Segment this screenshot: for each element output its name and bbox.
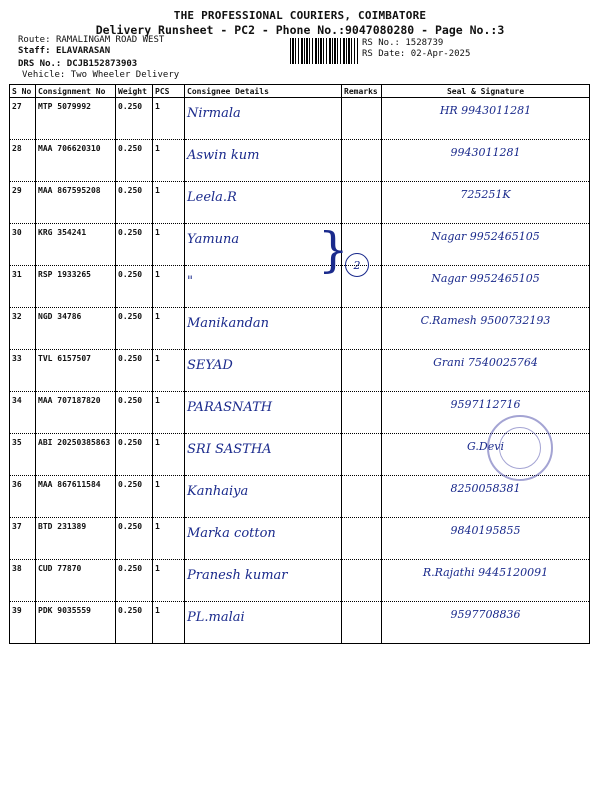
cell-consignee-text: Pranesh kumar [187,568,288,583]
cell-pcs [153,518,185,560]
cell-sno-text: 39 [12,606,22,615]
cell-pcs-text: 1 [155,312,160,321]
table-row [10,140,590,182]
cell-consignee [185,350,342,392]
barcode [290,38,358,64]
col-consignment: Consignment No [36,85,116,98]
cell-weight [116,434,153,476]
cell-consignee [185,518,342,560]
cell-consignee [185,434,342,476]
cell-consignment-text: BTD 231389 [38,522,87,531]
cell-sno [10,560,36,602]
cell-pcs [153,266,185,308]
cell-remarks [342,518,382,560]
cell-signature [382,224,590,266]
col-consignee: Consignee Details [185,85,342,98]
vehicle-line [22,70,179,80]
cell-signature-text: 9840195855 [450,524,521,537]
cell-consignee [185,140,342,182]
cell-pcs-text: 1 [155,354,160,363]
table-row [10,350,590,392]
rs-no-line [362,38,443,48]
cell-sno-text: 35 [12,438,22,447]
cell-weight-text: 0.250 [118,606,143,615]
cell-pcs-text: 1 [155,522,160,531]
table-row [10,560,590,602]
cell-consignment-text: MAA 707187820 [38,396,101,405]
cell-sno [10,224,36,266]
cell-consignee-text: SEYAD [187,358,233,373]
cell-remarks [342,308,382,350]
cell-weight [116,476,153,518]
cell-consignment-text: RSP 1933265 [38,270,91,279]
cell-remarks [342,182,382,224]
cell-pcs-text: 1 [155,102,160,111]
company-title: THE PROFESSIONAL COURIERS, COIMBATORE [173,9,427,22]
rs-date-value: 02-Apr-2025 [410,49,471,59]
cell-signature [382,308,590,350]
cell-pcs [153,392,185,434]
cell-signature [382,350,590,392]
table-row [10,98,590,140]
cell-consignee-text: Yamuna [187,232,240,247]
cell-consignment-text: MTP 5079992 [38,102,91,111]
cell-weight-text: 0.250 [118,270,143,279]
cell-sno [10,140,36,182]
cell-sno-text: 29 [12,186,22,195]
cell-consignment-text: ABI 20250385863 [38,438,111,447]
seal-stamp [487,415,553,481]
grouping-brace: } [318,222,349,278]
cell-sno [10,182,36,224]
cell-sno-text: 37 [12,522,22,531]
cell-weight-text: 0.250 [118,522,143,531]
cell-consignee-text: Leela.R [187,190,237,205]
rs-no-value: 1528739 [405,38,444,48]
cell-pcs [153,98,185,140]
cell-sno [10,476,36,518]
table-row [10,266,590,308]
cell-weight [116,560,153,602]
cell-consignee [185,392,342,434]
cell-sno [10,518,36,560]
cell-weight [116,392,153,434]
col-sno: S No [10,85,36,98]
cell-consignee [185,308,342,350]
cell-consignment-text: KRG 354241 [38,228,87,237]
table-row [10,224,590,266]
cell-sno-text: 38 [12,564,22,573]
cell-pcs-text: 1 [155,438,160,447]
table-row [10,476,590,518]
cell-weight [116,182,153,224]
cell-sno-text: 30 [12,228,22,237]
cell-consignee [185,560,342,602]
vehicle-value: Two Wheeler Delivery [70,70,180,80]
cell-consignee-text: Marka cotton [187,526,276,541]
cell-weight-text: 0.250 [118,480,143,489]
cell-weight-text: 0.250 [118,102,143,111]
table-row [10,518,590,560]
cell-consignee [185,182,342,224]
cell-pcs-text: 1 [155,606,160,615]
cell-signature-text: 9943011281 [450,146,521,159]
cell-sno-text: 34 [12,396,22,405]
cell-signature-text: 9597708836 [450,608,521,621]
cell-consignee-text: " [187,274,193,289]
route-label: Route: [18,35,51,45]
cell-pcs [153,476,185,518]
cell-weight [116,224,153,266]
runsheet-subtitle: Delivery Runsheet - PC2 - Phone No.:9047080280 - Page No.:3 [95,23,505,37]
drs-label: DRS No.: [18,59,62,69]
cell-consignment [36,392,116,434]
cell-consignment [36,350,116,392]
cell-weight-text: 0.250 [118,144,143,153]
cell-consignee [185,98,342,140]
cell-weight-text: 0.250 [118,186,143,195]
cell-signature-text: HR 9943011281 [439,104,532,117]
cell-pcs [153,350,185,392]
cell-sno [10,392,36,434]
cell-pcs-text: 1 [155,396,160,405]
cell-consignee-text: Kanhaiya [187,484,249,499]
cell-consignment-text: MAA 867595208 [38,186,101,195]
cell-consignment [36,518,116,560]
cell-weight-text: 0.250 [118,312,143,321]
cell-weight [116,350,153,392]
cell-pcs-text: 1 [155,564,160,573]
cell-sno-text: 36 [12,480,22,489]
cell-consignee [185,602,342,644]
cell-consignee [185,476,342,518]
cell-weight [116,518,153,560]
cell-consignment [36,308,116,350]
cell-consignment [36,224,116,266]
cell-signature [382,266,590,308]
cell-remarks [342,98,382,140]
cell-weight-text: 0.250 [118,354,143,363]
table-row [10,602,590,644]
cell-consignment-text: NGD 34786 [38,312,82,321]
cell-sno [10,602,36,644]
cell-signature-text: Nagar 9952465105 [431,230,540,243]
col-weight: Weight [116,85,153,98]
cell-consignment-text: TVL 6157507 [38,354,91,363]
cell-consignee-text: Manikandan [187,316,270,331]
cell-signature [382,602,590,644]
cell-weight [116,308,153,350]
cell-consignment-text: CUD 77870 [38,564,82,573]
cell-remarks [342,434,382,476]
staff-line [18,46,110,56]
cell-sno-text: 28 [12,144,22,153]
cell-weight-text: 0.250 [118,396,143,405]
cell-consignment [36,476,116,518]
cell-pcs [153,182,185,224]
cell-sno-text: 31 [12,270,22,279]
cell-remarks [342,140,382,182]
cell-consignee-text: SRI SASTHA [187,442,272,457]
cell-sno-text: 27 [12,102,22,111]
runsheet-table [9,84,590,644]
cell-signature-text: 8250058381 [450,482,521,495]
table-row [10,182,590,224]
col-signature: Seal & Signature [382,85,590,98]
cell-signature [382,98,590,140]
cell-weight-text: 0.250 [118,564,143,573]
cell-remarks [342,560,382,602]
cell-pcs-text: 1 [155,144,160,153]
cell-pcs [153,308,185,350]
cell-sno [10,308,36,350]
cell-sno [10,266,36,308]
cell-pcs-text: 1 [155,228,160,237]
cell-sno [10,434,36,476]
cell-signature [382,476,590,518]
cell-signature-text: 9597112716 [450,398,521,411]
rs-date-line [362,49,470,59]
cell-sno [10,350,36,392]
cell-consignee-text: Aswin kum [187,148,260,163]
col-remarks: Remarks [342,85,382,98]
cell-pcs-text: 1 [155,186,160,195]
cell-consignment [36,98,116,140]
cell-pcs [153,140,185,182]
cell-weight-text: 0.250 [118,438,143,447]
cell-pcs-text: 1 [155,270,160,279]
drs-value: DCJB152873903 [66,59,138,69]
cell-remarks [342,350,382,392]
col-pcs: PCS [153,85,185,98]
rs-no-label: RS No.: [362,38,400,48]
cell-sno [10,98,36,140]
cell-remarks [342,476,382,518]
seal-stamp-inner [499,427,541,469]
cell-signature [382,518,590,560]
route-line [18,35,164,45]
cell-signature-text: Grani 7540025764 [433,356,538,369]
cell-consignment [36,266,116,308]
cell-consignment-text: PDK 9035559 [38,606,91,615]
cell-consignment-text: MAA 867611584 [38,480,101,489]
cell-weight [116,98,153,140]
cell-pcs [153,560,185,602]
cell-consignment [36,140,116,182]
staff-label: Staff: [18,46,51,56]
cell-signature [382,182,590,224]
cell-pcs [153,434,185,476]
cell-weight-text: 0.250 [118,228,143,237]
cell-consignment [36,560,116,602]
cell-remarks [342,602,382,644]
cell-pcs-text: 1 [155,480,160,489]
cell-signature-text: C.Ramesh 9500732193 [420,314,551,327]
cell-consignee-text: Nirmala [187,106,241,121]
cell-weight [116,602,153,644]
cell-signature-text: R.Rajathi 9445120091 [422,566,549,579]
cell-signature [382,140,590,182]
cell-consignee-text: PARASNATH [187,400,273,415]
cell-consignment [36,434,116,476]
cell-remarks [342,392,382,434]
cell-signature [382,392,590,434]
cell-signature-text: 725251K [460,188,511,201]
cell-pcs [153,224,185,266]
cell-signature [382,434,590,476]
cell-consignment [36,182,116,224]
rs-date-label: RS Date: [362,49,406,59]
cell-signature-text: Nagar 9952465105 [431,272,540,285]
cell-consignment [36,602,116,644]
cell-signature [382,560,590,602]
cell-sno-text: 32 [12,312,22,321]
staff-value: ELAVARASAN [55,46,111,56]
table-row [10,308,590,350]
table-header-row [10,85,590,98]
cell-consignee-text: PL.malai [187,610,245,625]
vehicle-label: Vehicle: [22,70,66,80]
route-value: RAMALINGAM ROAD WEST [55,35,165,45]
cell-signature-text: G.Devi [467,440,504,453]
cell-pcs [153,602,185,644]
drs-line [18,59,137,69]
cell-weight [116,140,153,182]
cell-consignment-text: MAA 706620310 [38,144,101,153]
cell-sno-text: 33 [12,354,22,363]
remarks-circle: 2 [345,253,369,277]
cell-weight [116,266,153,308]
